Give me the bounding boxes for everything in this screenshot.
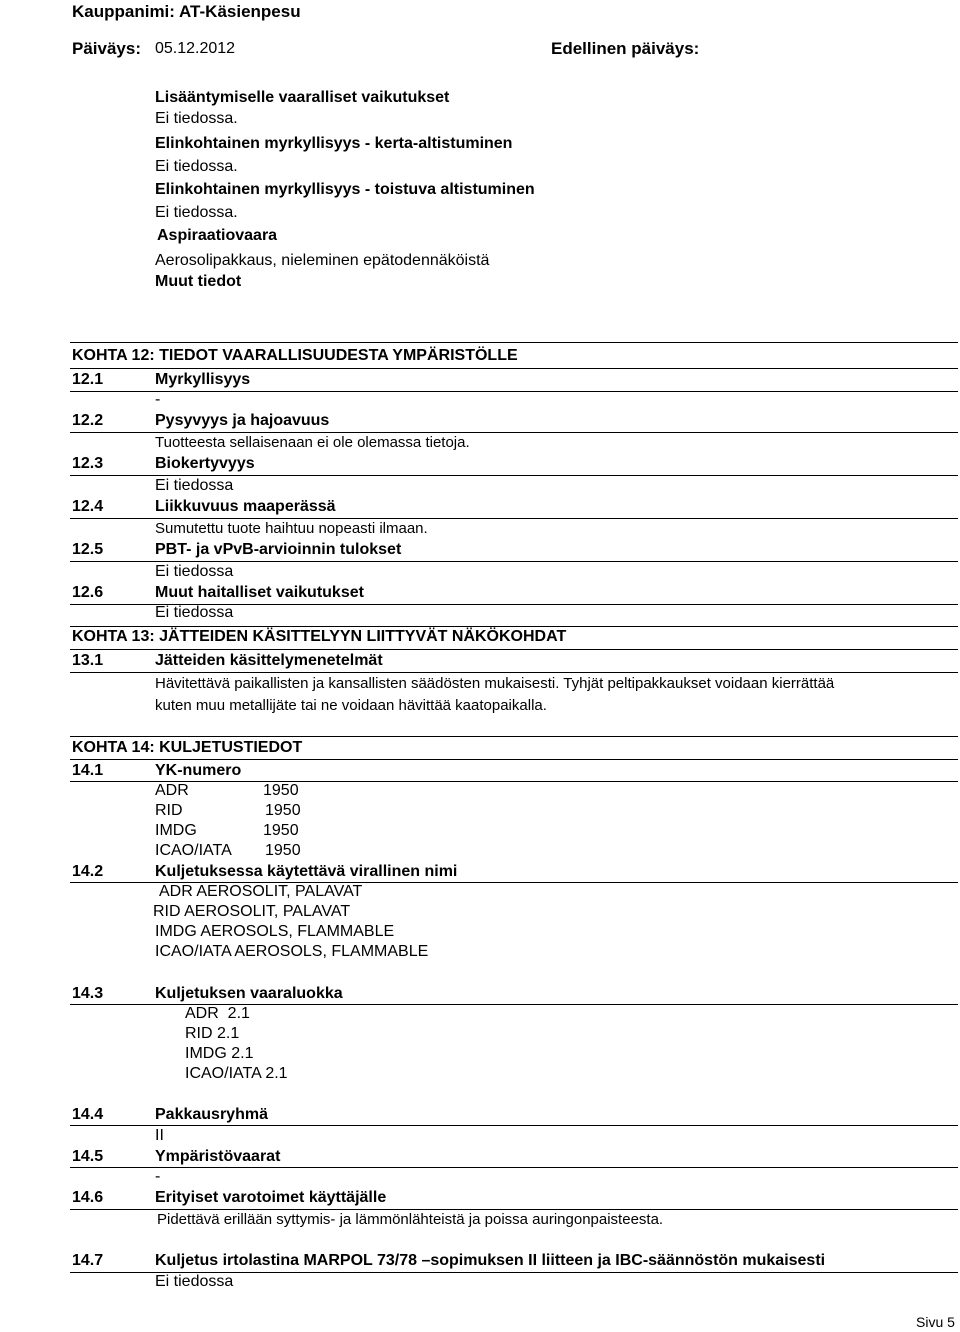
- shipping-name: ICAO/IATA AEROSOLS, FLAMMABLE: [155, 943, 429, 960]
- stot-repeat-title: Elinkohtainen myrkyllisyys - toistuva altistuminen: [155, 181, 535, 198]
- aspiration-title: Aspiraatiovaara: [157, 227, 278, 244]
- item-number: 12.1: [72, 371, 104, 388]
- divider: [70, 1167, 958, 1168]
- item-text: -: [155, 391, 161, 408]
- user-precautions-text: Pidettävä erillään syttymis- ja lämmönlähteistä ja poissa auringonpaisteesta.: [157, 1211, 664, 1228]
- hazard-class: IMDG 2.1: [185, 1045, 254, 1062]
- item-number: 14.7: [72, 1252, 104, 1269]
- un-mode: ICAO/IATA: [155, 842, 232, 859]
- item-title: PBT- ja vPvB-arvioinnin tulokset: [155, 541, 402, 558]
- item-number: 14.3: [72, 985, 104, 1002]
- item-text: Ei tiedossa: [155, 477, 234, 494]
- date-label: Päiväys:: [72, 39, 141, 58]
- un-mode: ADR: [155, 782, 189, 799]
- divider: [70, 626, 958, 627]
- item-title: Myrkyllisyys: [155, 371, 251, 388]
- hazard-class: ICAO/IATA 2.1: [185, 1065, 288, 1082]
- divider: [70, 561, 958, 562]
- item-number: 12.4: [72, 498, 104, 515]
- packing-group: II: [155, 1127, 164, 1144]
- company-name: Kauppanimi: AT-Käsienpesu: [72, 2, 301, 21]
- item-title: Pysyvyys ja hajoavuus: [155, 412, 330, 429]
- divider: [70, 1125, 958, 1126]
- item-text: Ei tiedossa: [155, 604, 234, 621]
- other-info-title: Muut tiedot: [155, 273, 242, 290]
- divider: [70, 672, 958, 673]
- divider: [70, 391, 958, 392]
- item-title: Kuljetus irtolastina MARPOL 73/78 –sopimuksen II liitteen ja IBC-säännöstön mukaisesti: [155, 1252, 826, 1269]
- divider: [70, 649, 958, 650]
- divider: [70, 518, 958, 519]
- item-title: Kuljetuksessa käytettävä virallinen nimi: [155, 863, 458, 880]
- waste-text-line-2: kuten muu metallijäte tai ne voidaan hävittää kaatopaikalla.: [155, 697, 547, 714]
- waste-text-line-1: Hävitettävä paikallisten ja kansallisten säädösten mukaisesti. Tyhjät peltipakkaukset voidaan kierrättää: [155, 675, 835, 692]
- stot-single-title: Elinkohtainen myrkyllisyys - kerta-altistuminen: [155, 135, 513, 152]
- item-number: 14.5: [72, 1148, 104, 1165]
- divider: [70, 1209, 958, 1210]
- previous-date-label: Edellinen päiväys:: [551, 39, 700, 58]
- section-12-title: KOHTA 12: TIEDOT VAARALLISUUDESTA YMPÄRISTÖLLE: [72, 347, 518, 364]
- aspiration-text: Aerosolipakkaus, nieleminen epätodennäköistä: [155, 252, 490, 269]
- item-number: 12.3: [72, 455, 104, 472]
- bulk-transport-text: Ei tiedossa: [155, 1273, 234, 1290]
- un-number: 1950: [263, 822, 299, 839]
- shipping-name: RID AEROSOLIT, PALAVAT: [153, 903, 351, 920]
- item-number: 13.1: [72, 652, 104, 669]
- item-text: Sumutettu tuote haihtuu nopeasti ilmaan.: [155, 520, 428, 537]
- item-text: Ei tiedossa: [155, 563, 234, 580]
- item-number: 14.6: [72, 1189, 104, 1206]
- date-value: 05.12.2012: [155, 40, 236, 57]
- section-14-title: KOHTA 14: KULJETUSTIEDOT: [72, 739, 303, 756]
- stot-single-text: Ei tiedossa.: [155, 158, 238, 175]
- divider: [70, 781, 958, 782]
- item-title: Pakkausryhmä: [155, 1106, 268, 1123]
- un-mode: IMDG: [155, 822, 197, 839]
- item-number: 14.2: [72, 863, 104, 880]
- hazard-class: RID 2.1: [185, 1025, 240, 1042]
- item-title: Ympäristövaarat: [155, 1148, 281, 1165]
- section-13-title: KOHTA 13: JÄTTEIDEN KÄSITTELYYN LIITTYVÄT NÄKÖKOHDAT: [72, 628, 567, 645]
- item-number: 12.6: [72, 584, 104, 601]
- shipping-name: ADR AEROSOLIT, PALAVAT: [159, 883, 363, 900]
- divider: [70, 736, 958, 737]
- hazard-class: ADR 2.1: [185, 1005, 250, 1022]
- item-title: Kuljetuksen vaaraluokka: [155, 985, 343, 1002]
- divider: [70, 432, 958, 433]
- item-number: 14.1: [72, 762, 104, 779]
- repro-title: Lisääntymiselle vaaralliset vaikutukset: [155, 89, 450, 106]
- item-number: 14.4: [72, 1106, 104, 1123]
- item-title: Muut haitalliset vaikutukset: [155, 584, 364, 601]
- un-number: 1950: [265, 842, 301, 859]
- item-title: YK-numero: [155, 762, 242, 779]
- env-hazard-text: -: [155, 1168, 161, 1185]
- repro-text: Ei tiedossa.: [155, 110, 238, 127]
- shipping-name: IMDG AEROSOLS, FLAMMABLE: [155, 923, 395, 940]
- item-title: Erityiset varotoimet käyttäjälle: [155, 1189, 387, 1206]
- item-title: Jätteiden käsittelymenetelmät: [155, 652, 383, 669]
- divider: [70, 759, 958, 760]
- stot-repeat-text: Ei tiedossa.: [155, 204, 238, 221]
- item-title: Biokertyvyys: [155, 455, 255, 472]
- divider: [70, 342, 958, 343]
- divider: [70, 475, 958, 476]
- un-number: 1950: [265, 802, 301, 819]
- un-number: 1950: [263, 782, 299, 799]
- un-mode: RID: [155, 802, 183, 819]
- item-number: 12.5: [72, 541, 104, 558]
- page-number: Sivu 5: [916, 1314, 955, 1330]
- divider: [70, 368, 958, 369]
- item-text: Tuotteesta sellaisenaan ei ole olemassa tietoja.: [155, 434, 470, 451]
- item-title: Liikkuvuus maaperässä: [155, 498, 336, 515]
- item-number: 12.2: [72, 412, 104, 429]
